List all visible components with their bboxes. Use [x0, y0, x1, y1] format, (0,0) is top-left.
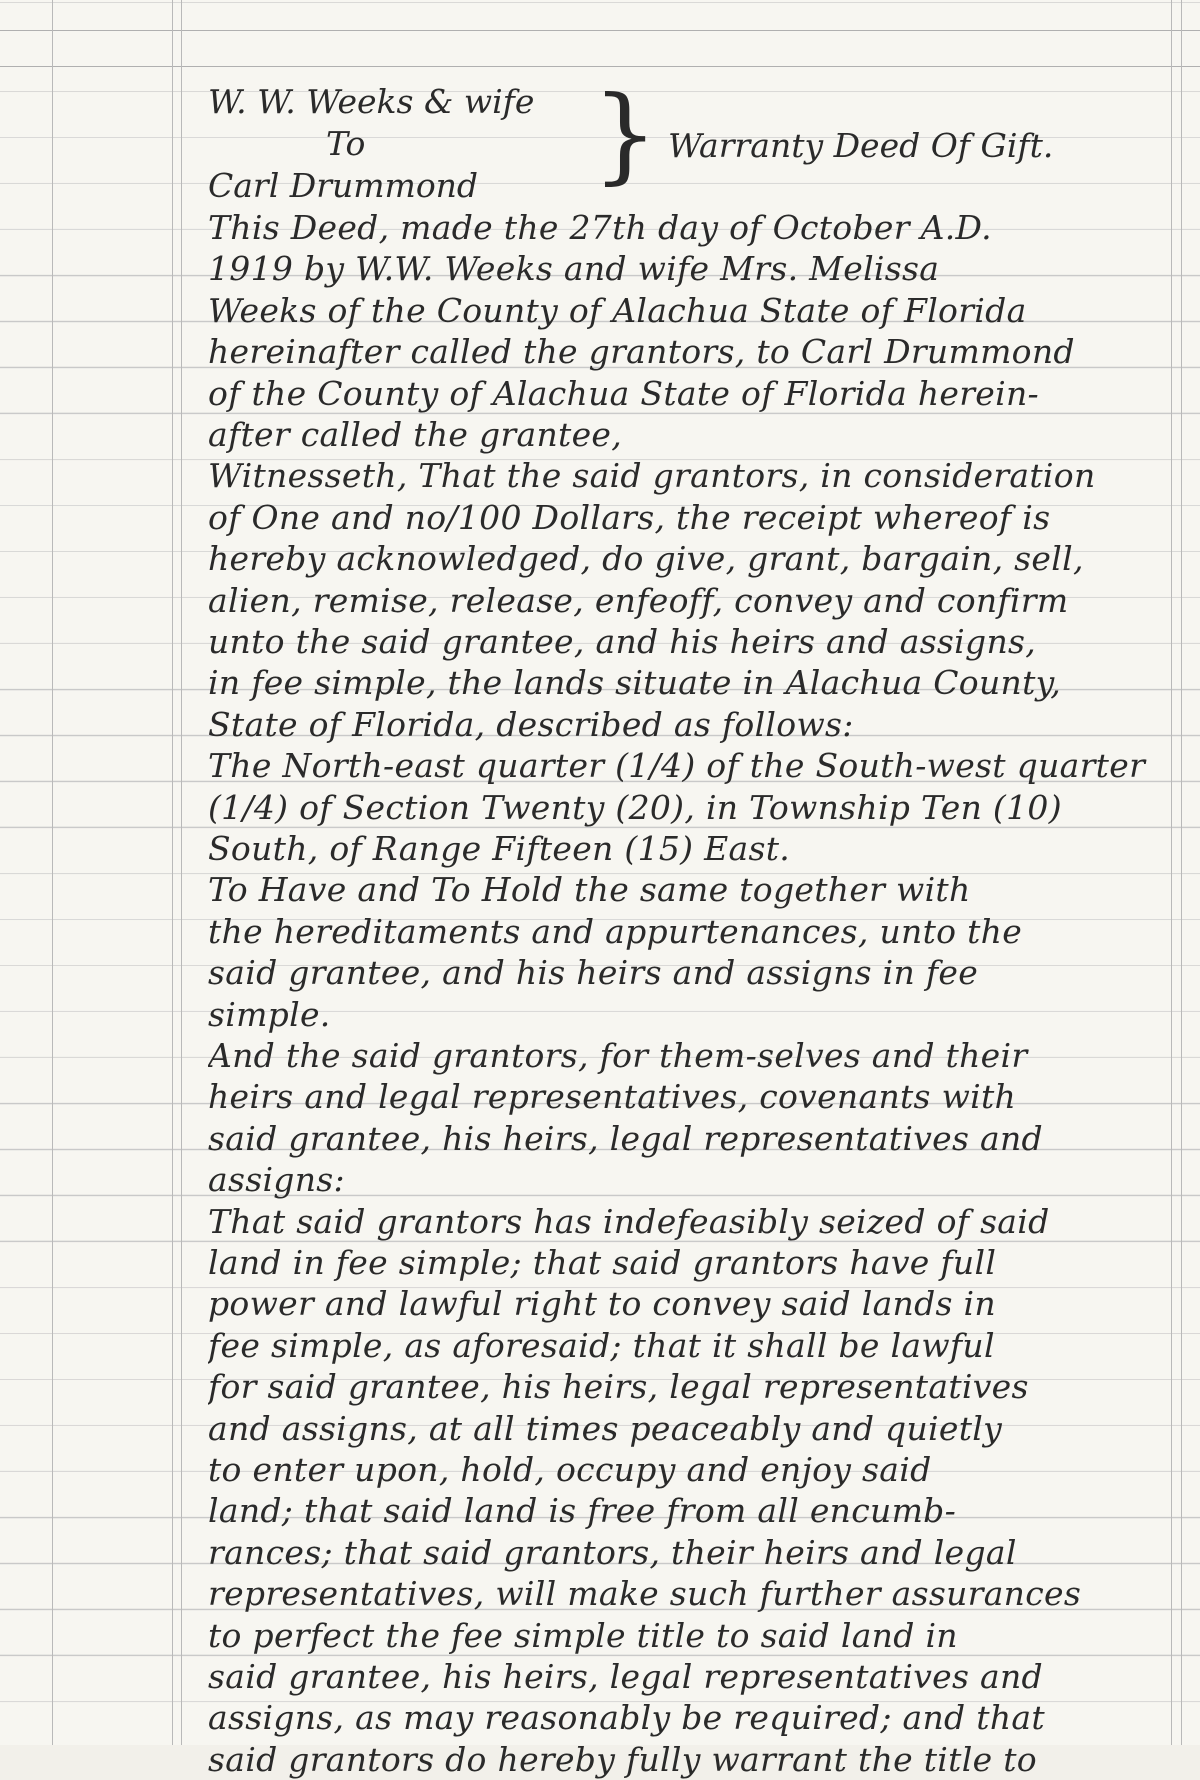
deed-line: representatives, will make such further assurances [208, 1574, 1082, 1614]
deed-line: assigns: [208, 1160, 345, 1200]
deed-line: And the said grantors, for them-selves and their [208, 1036, 1028, 1075]
deed-line: after called the grantee, [208, 415, 623, 454]
deed-line: fee simple, as aforesaid; that it shall be lawful [208, 1325, 995, 1365]
deed-line: said grantee, his heirs, legal representatives and [208, 1657, 1043, 1696]
deed-line: Weeks of the County of Alachua State of Florida [208, 290, 1027, 330]
deed-line: said grantee, his heirs, legal representatives and [208, 1118, 1043, 1158]
deed-line: the hereditaments and appurtenances, unto the [208, 911, 1023, 951]
grantee-heading: Carl Drummond [208, 166, 479, 205]
deed-line: (1/4) of Section Twenty (20), in Township Ten (10) [208, 787, 1062, 827]
grantor-heading: W. W. Weeks & wife [208, 82, 535, 121]
deed-line: and assigns, at all times peaceably and quietly [208, 1408, 1003, 1448]
deed-line: in fee simple, the lands situate in Alachua County, [208, 663, 1061, 703]
deed-line: hereinafter called the grantors, to Carl Drummond [208, 332, 1075, 372]
deed-line: heirs and legal representatives, covenants with [208, 1077, 1017, 1117]
to-heading: To [326, 124, 366, 163]
deed-line: rances; that said grantors, their heirs and legal [208, 1532, 1017, 1572]
deed-line: alien, remise, release, enfeoff, convey and confirm [208, 580, 1069, 620]
deed-line: said grantee, and his heirs and assigns in fee [208, 953, 979, 993]
deed-line: The North-east quarter (1/4) of the South-west quarter [208, 746, 1146, 786]
deed-line: State of Florida, described as follows: [208, 704, 854, 744]
deed-line: This Deed, made the 27th day of October A.D. [208, 208, 992, 247]
deed-line: South, of Range Fifteen (15) East. [208, 829, 791, 868]
deed-line: hereby acknowledged, do give, grant, bargain, sell, [208, 539, 1084, 579]
deed-line: assigns, as may reasonably be required; and that [208, 1698, 1045, 1738]
deed-line: power and lawful right to convey said lands in [208, 1284, 996, 1324]
deed-line: That said grantors has indefeasibly seized of said [208, 1201, 1050, 1241]
deed-line: of One and no/100 Dollars, the receipt whereof is [208, 497, 1051, 537]
deed-line: to enter upon, hold, occupy and enjoy said [208, 1450, 932, 1489]
deed-line: said grantors do hereby fully warrant the title to [208, 1739, 1037, 1779]
deed-line: Witnesseth, That the said grantors, in consideration [208, 456, 1096, 496]
deed-line: land in fee simple; that said grantors have full [208, 1243, 997, 1282]
deed-line: 1919 by W.W. Weeks and wife Mrs. Melissa [208, 249, 940, 289]
deed-line: for said grantee, his heirs, legal representatives [208, 1367, 1029, 1407]
deed-line: to perfect the fee simple title to said land in [208, 1615, 958, 1655]
deed-title: Warranty Deed Of Gift. [668, 126, 1054, 165]
deed-line: To Have and To Hold the same together with [208, 870, 971, 910]
deed-line: simple. [208, 994, 331, 1034]
deed-line: land; that said land is free from all encumb- [208, 1491, 957, 1531]
deed-line: unto the said grantee, and his heirs and assigns, [208, 622, 1037, 661]
heading-brace: } [592, 73, 659, 195]
deed-line: of the County of Alachua State of Florida herein- [208, 373, 1039, 413]
